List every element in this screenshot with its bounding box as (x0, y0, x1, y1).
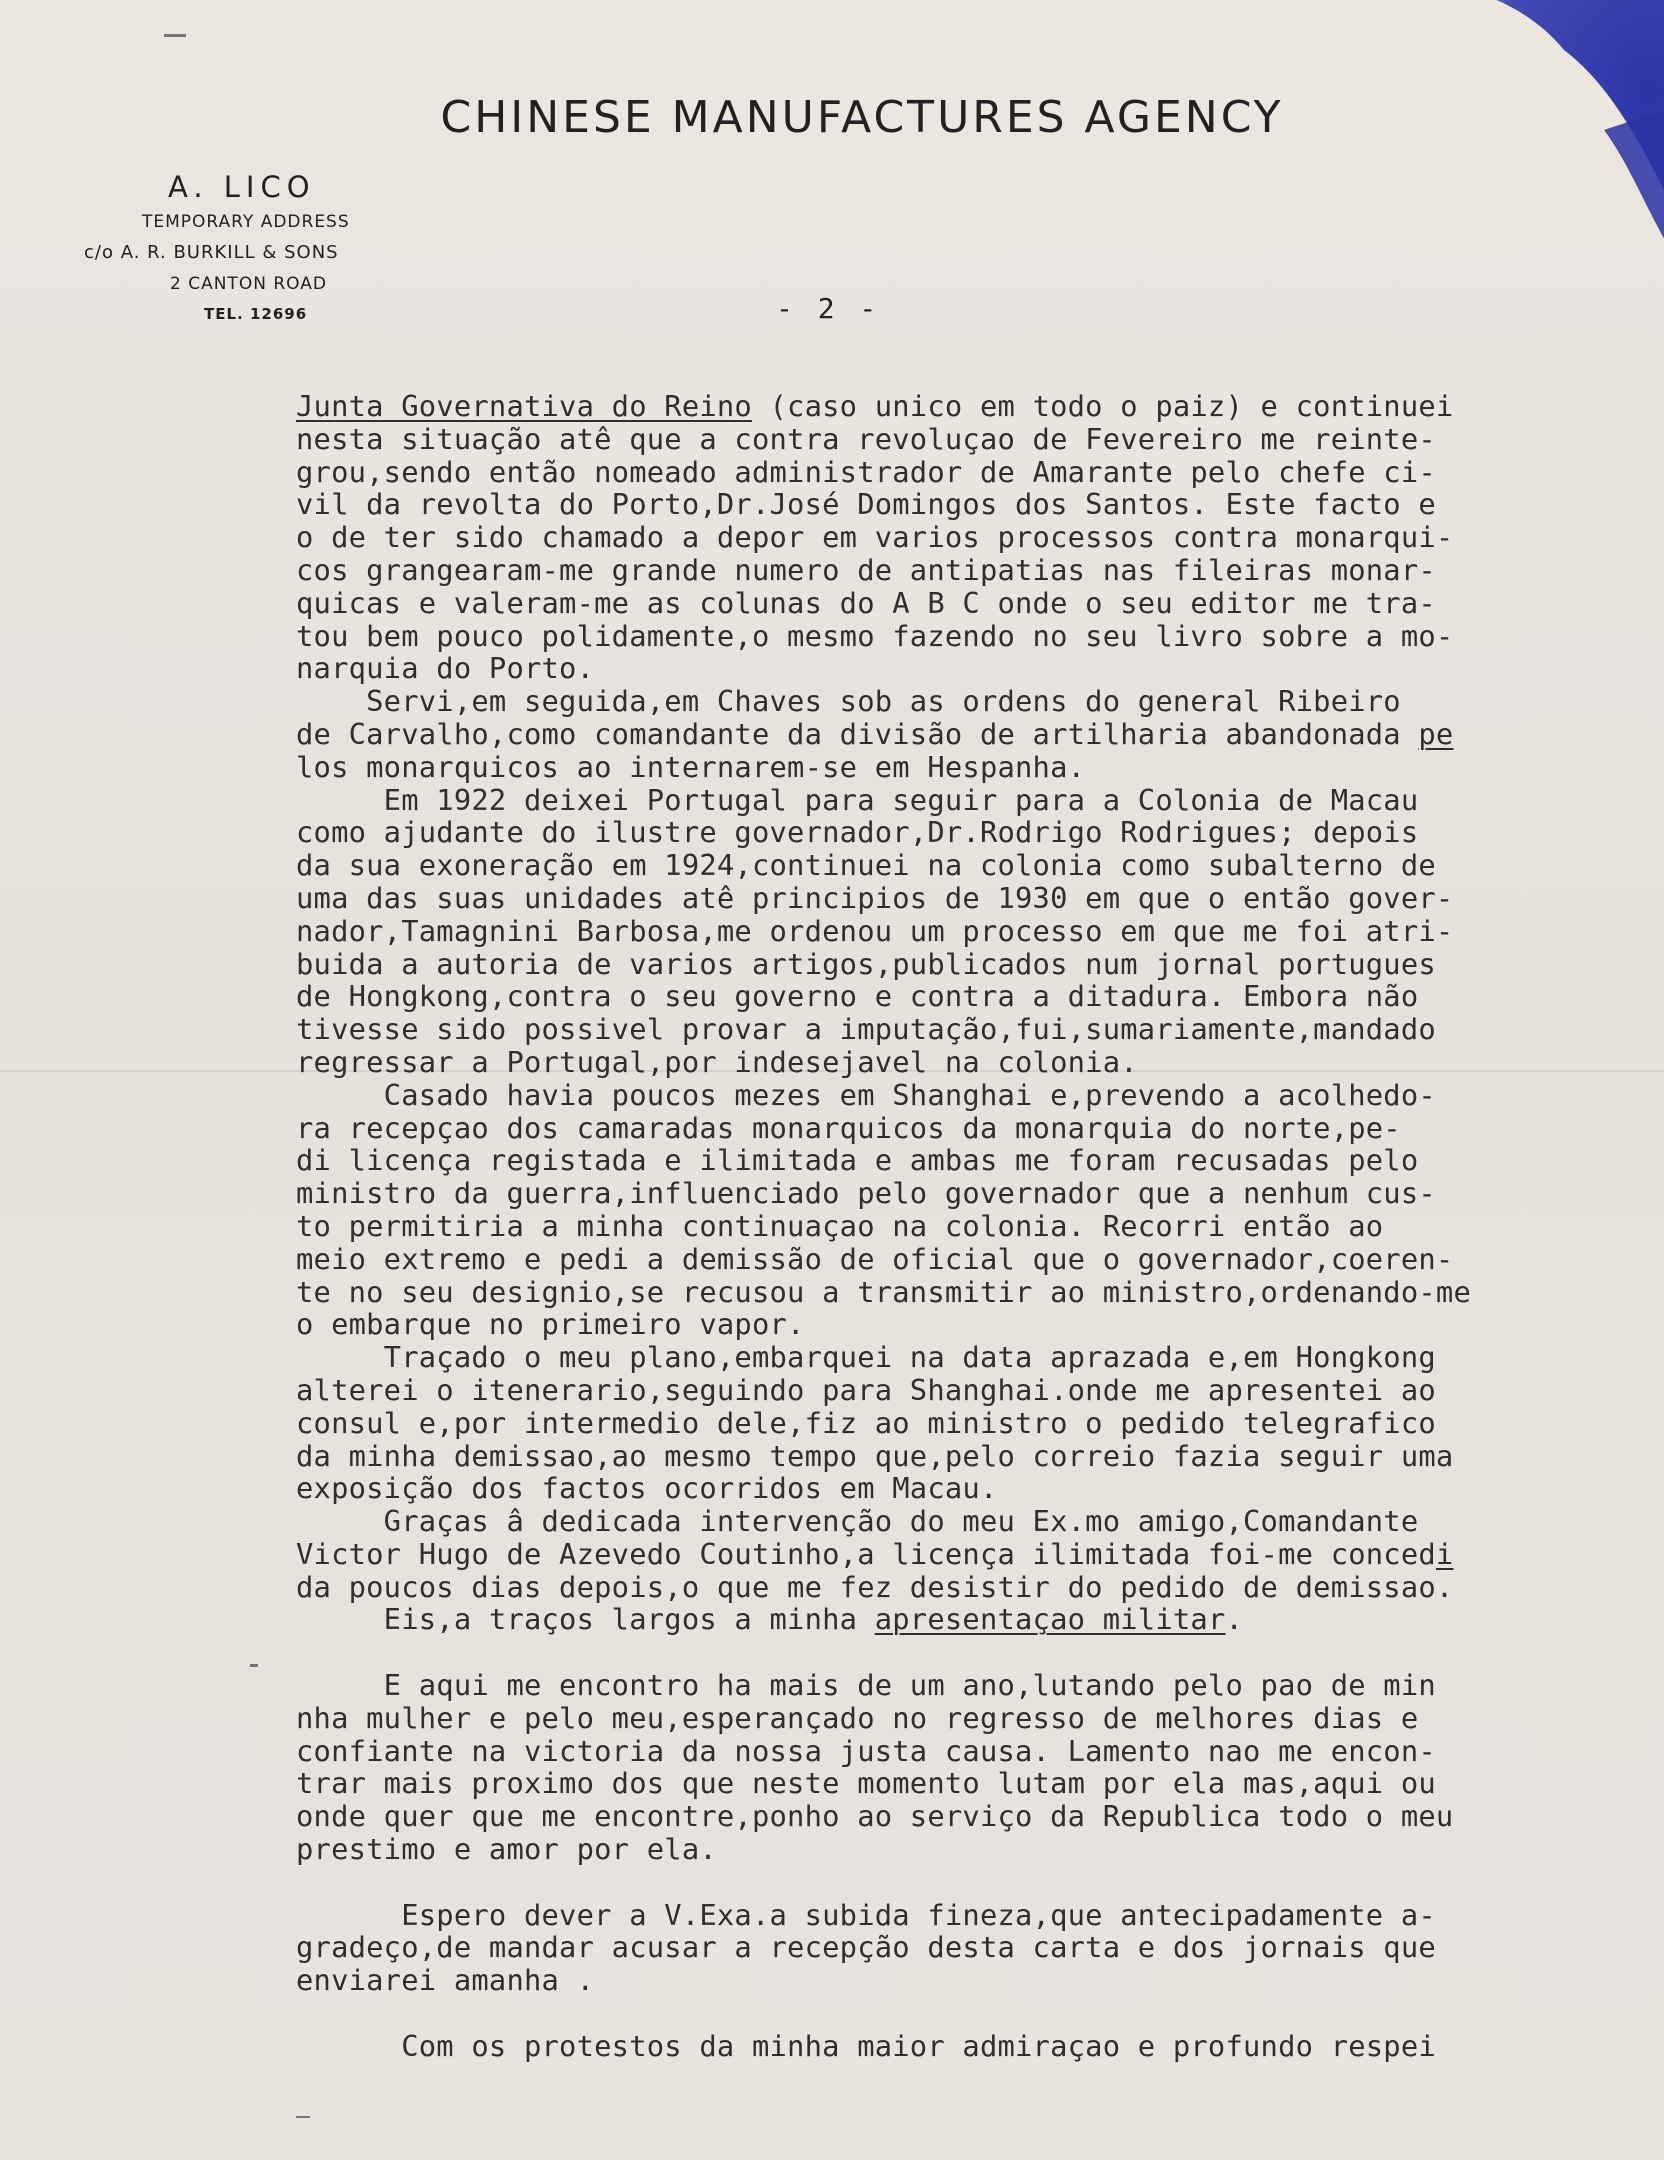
text-line: di licença registada e ilimitada e ambas me foram recusadas pelo (296, 1143, 1419, 1178)
sender-name: A. LICO (168, 170, 316, 204)
underlined-phrase: pe (1418, 716, 1454, 751)
text-span: Victor Hugo de Azevedo Coutinho,a licença ilimitada foi-me conced (296, 1536, 1436, 1571)
text-line: los monarquicos ao internarem-se em Hespanha. (296, 749, 1086, 784)
text-line: da minha demissao,ao mesmo tempo que,pelo correio fazia seguir uma (296, 1438, 1454, 1473)
text-span: . (1225, 1602, 1244, 1637)
text-line: nesta situação atê que a contra revoluçao de Fevereiro me reinte- (296, 421, 1436, 456)
text-line: o de ter sido chamado a depor em varios processos contra monarqui- (296, 520, 1454, 555)
text-line: exposição dos factos ocorridos em Macau. (296, 1471, 998, 1506)
text-line: grou,sendo então nomeado administrador de Amarante pelo chefe ci- (296, 454, 1436, 489)
text-line (296, 390, 1636, 423)
text-line: meio extremo e pedi a demissão de oficial que o governador,coeren- (296, 1241, 1454, 1276)
telephone-line: TEL. 12696 (204, 305, 308, 323)
text-line: Com os protestos da minha maior admiraçao e profundo respei (296, 2028, 1436, 2063)
text-line: cos grangearam-me grande numero de antipatias nas fileiras monar- (296, 552, 1436, 587)
text-line: te no seu designio,se recusou a transmitir ao ministro,ordenando-me (296, 1274, 1471, 1309)
text-line: onde quer que me encontre,ponho ao serviço da Republica todo o meu (296, 1799, 1454, 1834)
text-line: de Hongkong,contra o seu governo e contra a ditadura. Embora não (296, 979, 1419, 1014)
underlined-phrase: Junta Governativa do Reino (296, 389, 752, 423)
paragraph-gap (296, 1636, 1636, 1669)
text-line: to permitiria a minha continuaçao na colonia. Recorri então ao (296, 1208, 1384, 1243)
text-span: (caso unico em todo o paiz) e continuei (751, 389, 1454, 423)
underlined-phrase: i (1435, 1536, 1454, 1571)
paper-mark (250, 1664, 258, 1667)
text-line: E aqui me encontro ha mais de um ano,lutando pelo pao de min (296, 1668, 1436, 1703)
text-span: de Carvalho,como comandante da divisão de artilharia abandonada (296, 716, 1419, 751)
page-number: - 2 - (776, 292, 881, 325)
text-line: Servi,em seguida,em Chaves sob as ordens do general Ribeiro (296, 684, 1401, 719)
text-line (296, 1603, 1636, 1636)
paper-mark (296, 2116, 310, 2118)
text-line: da sua exoneração em 1924,continuei na colonia como subalterno de (296, 848, 1436, 883)
text-line: ra recepçao dos camaradas monarquicos da monarquia do norte,pe- (296, 1110, 1401, 1145)
text-line: vil da revolta do Porto,Dr.José Domingos dos Santos. Este facto e (296, 487, 1436, 522)
text-line: Graças â dedicada intervenção do meu Ex.mo amigo,Comandante (296, 1504, 1419, 1539)
paragraph-gap (296, 1866, 1636, 1899)
text-line (296, 718, 1636, 751)
text-line: alterei o itenerario,seguindo para Shanghai.onde me apresentei ao (296, 1372, 1436, 1407)
text-line: tivesse sido possivel provar a imputação,fui,sumariamente,mandado (296, 1012, 1436, 1047)
text-line: Espero dever a V.Exa.a subida fineza,que antecipadamente a- (296, 1897, 1436, 1932)
text-line: ministro da guerra,influenciado pelo governador que a nenhum cus- (296, 1176, 1436, 1211)
text-line: o embarque no primeiro vapor. (296, 1307, 805, 1342)
text-line: prestimo e amor por ela. (296, 1832, 717, 1867)
blue-ink-stain (1304, 0, 1664, 400)
paragraph-gap (296, 1997, 1636, 2030)
street-line: 2 CANTON ROAD (170, 274, 327, 294)
text-line (296, 1538, 1636, 1571)
text-line: nador,Tamagnini Barbosa,me ordenou um processo em que me foi atri- (296, 913, 1454, 948)
text-line: como ajudante do ilustre governador,Dr.Rodrigo Rodrigues; depois (296, 815, 1419, 850)
text-line: Traçado o meu plano,embarquei na data aprazada e,em Hongkong (296, 1340, 1436, 1375)
text-span: Eis,a traços largos a minha (296, 1602, 875, 1637)
text-line: regressar a Portugal,por indesejavel na colonia. (296, 1044, 1138, 1079)
text-line: quicas e valeram-me as colunas do A B C onde o seu editor me tra- (296, 585, 1436, 620)
text-line: buida a autoria de varios artigos,publicados num jornal portugues (296, 946, 1436, 981)
text-line: narquia do Porto. (296, 651, 595, 686)
text-line: nha mulher e pelo meu,esperançado no regresso de melhores dias e (296, 1700, 1419, 1735)
text-line: confiante na victoria da nossa justa causa. Lamento nao me encon- (296, 1733, 1436, 1768)
text-line: Em 1922 deixei Portugal para seguir para a Colonia de Macau (296, 782, 1419, 817)
text-line: consul e,por intermedio dele,fiz ao ministro o pedido telegrafico (296, 1405, 1436, 1440)
text-line: uma das suas unidades atê principios de 1930 em que o então gover- (296, 880, 1454, 915)
text-line: gradeço,de mandar acusar a recepção desta carta e dos jornais que (296, 1930, 1436, 1965)
text-line: tou bem pouco polidamente,o mesmo fazendo no seu livro sobre a mo- (296, 618, 1454, 653)
letter-body (296, 390, 1636, 2063)
underlined-phrase: apresentaçao militar (874, 1602, 1226, 1637)
text-line: trar mais proximo dos que neste momento lutam por ela mas,aqui ou (296, 1766, 1436, 1801)
text-line: enviarei amanha . (296, 1963, 595, 1998)
paper-mark (164, 34, 186, 37)
text-line: Casado havia poucos mezes em Shanghai e,prevendo a acolhedo- (296, 1077, 1436, 1112)
text-line: da poucos dias depois,o que me fez desistir do pedido de demissao. (296, 1569, 1454, 1604)
company-name: CHINESE MANUFACTURES AGENCY (440, 92, 1284, 143)
care-of-line: c/o A. R. BURKILL & SONS (84, 242, 339, 263)
address-note: TEMPORARY ADDRESS (142, 212, 350, 232)
